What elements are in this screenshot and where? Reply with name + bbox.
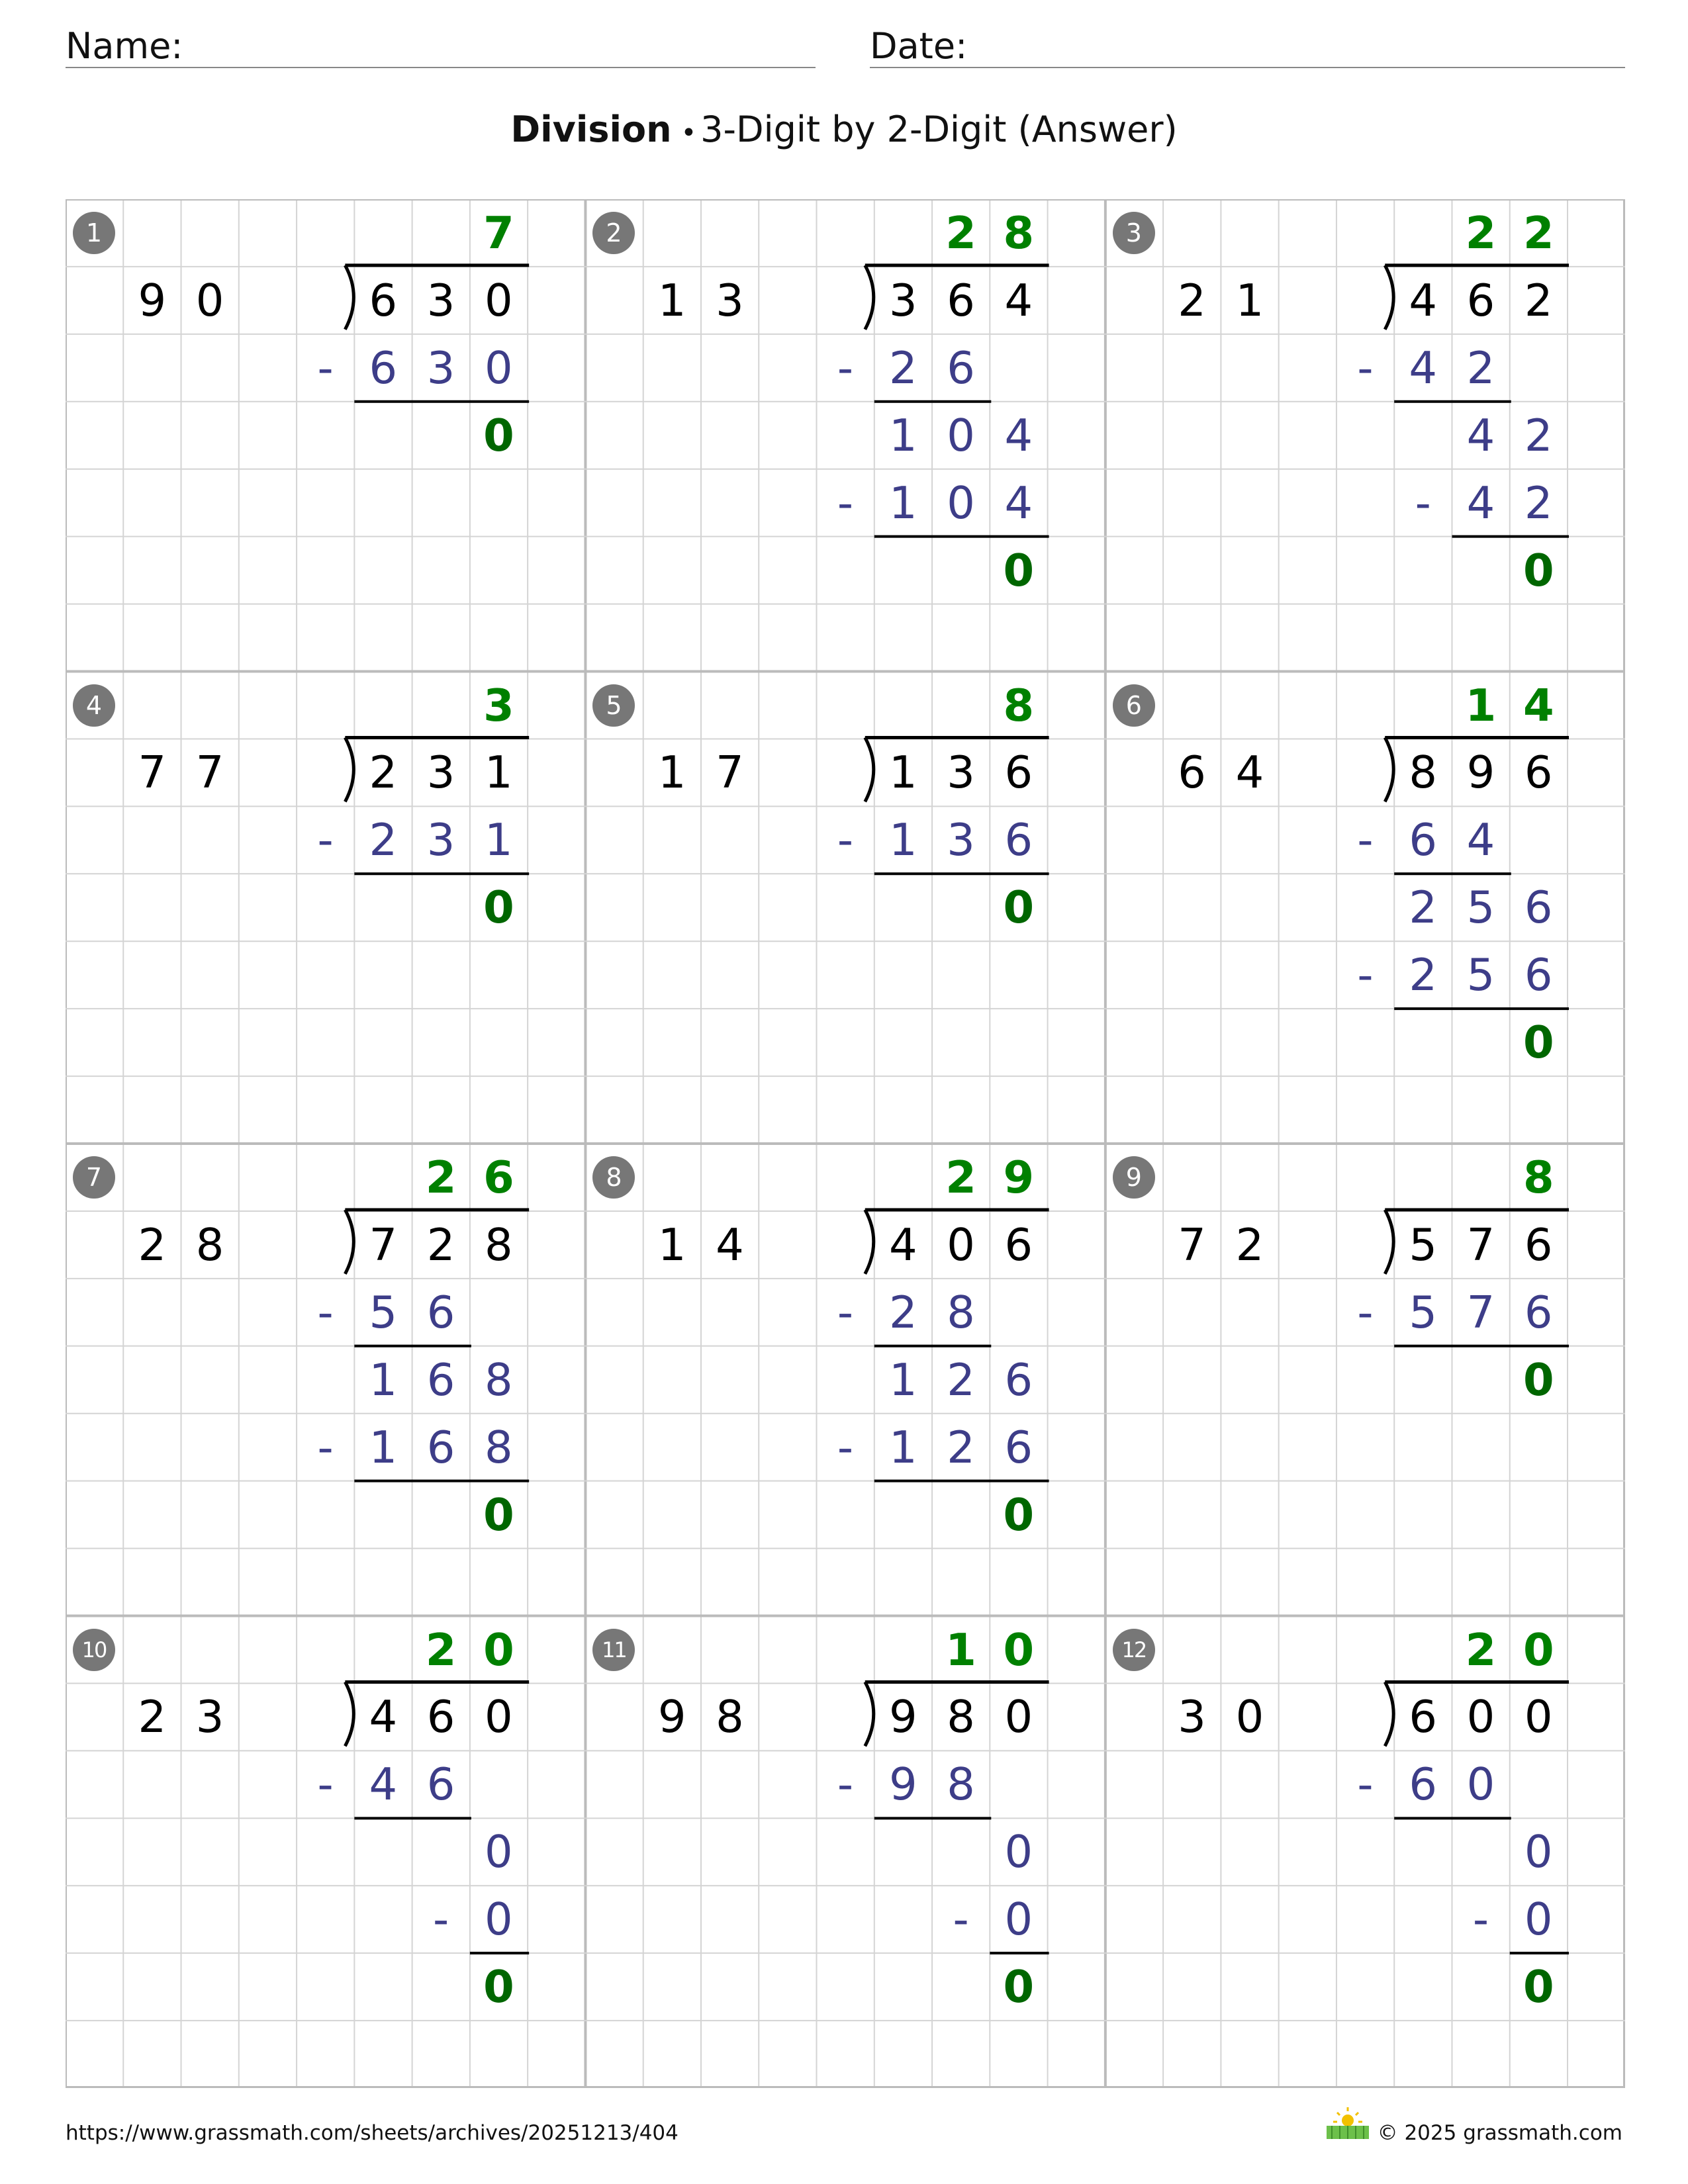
minus-sign: - xyxy=(837,814,854,866)
title-bullet: • xyxy=(680,118,697,148)
subtract-digit: 6 xyxy=(1524,1286,1553,1338)
partial-result-digit: 4 xyxy=(1466,409,1495,461)
dividend-digit: 0 xyxy=(1524,1691,1553,1743)
quotient-digit: 2 xyxy=(1465,1623,1497,1676)
dividend-digit: 3 xyxy=(426,747,455,799)
remainder-digit: 0 xyxy=(1003,1961,1035,2013)
problem-number-badge: 7 xyxy=(73,1156,115,1199)
subtract-digit: 1 xyxy=(485,814,513,866)
subtract-digit: 6 xyxy=(426,1758,455,1811)
subtract-digit: 1 xyxy=(888,814,917,866)
subtract-digit: 4 xyxy=(369,1758,398,1811)
divisor-digit: 1 xyxy=(1235,274,1264,326)
dividend-digit: 0 xyxy=(1466,1691,1495,1743)
divisor-digit: 1 xyxy=(657,747,686,799)
divisor-digit: 3 xyxy=(716,274,744,326)
dividend-digit: 6 xyxy=(1004,1218,1033,1271)
problem-number-badge: 11 xyxy=(592,1629,635,1671)
remainder-digit: 0 xyxy=(483,409,514,461)
dividend-digit: 7 xyxy=(369,1218,398,1271)
division-bracket xyxy=(865,1682,874,1746)
partial-result-digit: 0 xyxy=(485,1826,513,1878)
dividend-digit: 1 xyxy=(485,747,513,799)
subtract-digit: 6 xyxy=(1409,1758,1438,1811)
division-bracket xyxy=(345,1210,353,1274)
minus-sign: - xyxy=(1357,1286,1374,1338)
dividend-digit: 6 xyxy=(369,274,398,326)
subtract-digit: 3 xyxy=(947,814,975,866)
divisor-digit: 1 xyxy=(657,1218,686,1271)
subtract-digit: 6 xyxy=(426,1286,455,1338)
divisor-digit: 4 xyxy=(716,1218,744,1271)
quotient-digit: 2 xyxy=(1523,207,1554,259)
remainder-digit: 0 xyxy=(1003,1488,1035,1541)
subtract-digit: 5 xyxy=(1466,949,1495,1001)
dividend-digit: 5 xyxy=(1409,1218,1438,1271)
minus-sign: - xyxy=(433,1893,449,1946)
divisor-digit: 9 xyxy=(657,1691,686,1743)
quotient-digit: 0 xyxy=(1003,1623,1035,1676)
subtract-digit: 3 xyxy=(426,341,455,394)
divisor-digit: 8 xyxy=(716,1691,744,1743)
subtract-digit: 1 xyxy=(888,1421,917,1473)
partial-result-digit: 4 xyxy=(1004,409,1033,461)
divisor-digit: 7 xyxy=(1178,1218,1206,1271)
minus-sign: - xyxy=(317,1286,334,1338)
minus-sign: - xyxy=(317,341,334,394)
subtract-digit: 1 xyxy=(888,477,917,529)
dividend-digit: 6 xyxy=(1409,1691,1438,1743)
dividend-digit: 8 xyxy=(1409,747,1438,799)
footer-copyright: © 2025 grassmath.com xyxy=(1377,2121,1622,2145)
subtract-digit: 2 xyxy=(369,814,398,866)
title-subtitle: 3-Digit by 2-Digit (Answer) xyxy=(700,109,1178,150)
divisor-digit: 6 xyxy=(1178,747,1206,799)
date-label: Date: xyxy=(870,25,968,67)
divisor-digit: 0 xyxy=(1235,1691,1264,1743)
dividend-digit: 6 xyxy=(1524,1218,1553,1271)
worksheet-title xyxy=(0,103,1688,159)
divisor-digit: 7 xyxy=(138,747,167,799)
minus-sign: - xyxy=(317,1421,334,1473)
subtract-digit: 5 xyxy=(1409,1286,1438,1338)
dividend-digit: 2 xyxy=(369,747,398,799)
problem-number-badge: 9 xyxy=(1113,1156,1155,1199)
dividend-digit: 4 xyxy=(1409,274,1438,326)
subtract-digit: 0 xyxy=(947,477,975,529)
quotient-digit: 2 xyxy=(945,1152,976,1204)
partial-result-digit: 0 xyxy=(1004,1826,1033,1878)
problem-number-badge: 6 xyxy=(1113,684,1155,727)
divisor-digit: 7 xyxy=(716,747,744,799)
remainder-digit: 0 xyxy=(1523,1017,1554,1069)
minus-sign: - xyxy=(1415,477,1431,529)
quotient-digit: 2 xyxy=(425,1623,457,1676)
dividend-digit: 3 xyxy=(426,274,455,326)
minus-sign: - xyxy=(837,1286,854,1338)
grass-sun-logo-icon xyxy=(1325,2105,1370,2142)
subtract-digit: 0 xyxy=(485,1893,513,1946)
partial-result-digit: 6 xyxy=(1004,1353,1033,1406)
dividend-digit: 4 xyxy=(1004,274,1033,326)
division-bracket xyxy=(1385,1682,1393,1746)
subtract-digit: 6 xyxy=(947,341,975,394)
dividend-digit: 9 xyxy=(1466,747,1495,799)
remainder-digit: 0 xyxy=(1003,544,1035,596)
quotient-digit: 1 xyxy=(945,1623,976,1676)
dividend-digit: 6 xyxy=(1004,747,1033,799)
partial-result-digit: 2 xyxy=(947,1353,975,1406)
subtract-digit: 2 xyxy=(888,1286,917,1338)
problem-number-badge: 10 xyxy=(73,1629,115,1671)
subtract-digit: 6 xyxy=(1004,814,1033,866)
partial-result-digit: 2 xyxy=(1524,409,1553,461)
divisor-digit: 7 xyxy=(195,747,224,799)
dividend-digit: 1 xyxy=(888,747,917,799)
date-line xyxy=(870,67,1625,68)
subtract-digit: 4 xyxy=(1466,814,1495,866)
dividend-digit: 6 xyxy=(426,1691,455,1743)
partial-result-digit: 6 xyxy=(426,1353,455,1406)
minus-sign: - xyxy=(837,341,854,394)
partial-result-digit: 6 xyxy=(1524,882,1553,934)
division-bracket xyxy=(345,737,353,801)
problem-number-badge: 1 xyxy=(73,212,115,254)
subtract-digit: 8 xyxy=(947,1286,975,1338)
division-bracket xyxy=(345,265,353,330)
minus-sign: - xyxy=(1357,1758,1374,1811)
partial-result-digit: 0 xyxy=(1524,1826,1553,1878)
problem-grid xyxy=(66,199,1625,2088)
minus-sign: - xyxy=(837,1758,854,1811)
dividend-digit: 2 xyxy=(426,1218,455,1271)
divisor-digit: 2 xyxy=(138,1218,167,1271)
dividend-digit: 4 xyxy=(369,1691,398,1743)
subtract-digit: 2 xyxy=(1524,477,1553,529)
partial-result-digit: 5 xyxy=(1466,882,1495,934)
minus-sign: - xyxy=(1357,341,1374,394)
remainder-digit: 0 xyxy=(1523,544,1554,596)
division-bracket xyxy=(865,1210,874,1274)
dividend-digit: 4 xyxy=(888,1218,917,1271)
quotient-digit: 2 xyxy=(425,1152,457,1204)
dividend-digit: 2 xyxy=(1524,274,1553,326)
partial-result-digit: 8 xyxy=(485,1353,513,1406)
problem-number-badge: 2 xyxy=(592,212,635,254)
division-bracket xyxy=(1385,1210,1393,1274)
quotient-digit: 8 xyxy=(1003,207,1035,259)
subtract-digit: 0 xyxy=(1004,1893,1033,1946)
subtract-digit: 2 xyxy=(888,341,917,394)
divisor-digit: 4 xyxy=(1235,747,1264,799)
divisor-digit: 8 xyxy=(195,1218,224,1271)
dividend-digit: 0 xyxy=(485,274,513,326)
name-label: Name: xyxy=(66,25,183,67)
division-bracket xyxy=(1385,737,1393,801)
minus-sign: - xyxy=(317,814,334,866)
subtract-digit: 0 xyxy=(485,341,513,394)
problem-number-badge: 5 xyxy=(592,684,635,727)
quotient-digit: 8 xyxy=(1523,1152,1554,1204)
subtract-digit: 6 xyxy=(1524,949,1553,1001)
minus-sign: - xyxy=(837,1421,854,1473)
divisor-digit: 9 xyxy=(138,274,167,326)
quotient-digit: 8 xyxy=(1003,679,1035,731)
subtract-digit: 2 xyxy=(947,1421,975,1473)
subtract-digit: 8 xyxy=(485,1421,513,1473)
title-main: Division xyxy=(510,109,672,150)
problem-number-badge: 12 xyxy=(1113,1629,1155,1671)
quotient-digit: 3 xyxy=(483,679,514,731)
division-bracket xyxy=(865,737,874,801)
minus-sign: - xyxy=(1357,949,1374,1001)
remainder-digit: 0 xyxy=(483,1488,514,1541)
divisor-digit: 3 xyxy=(1178,1691,1206,1743)
dividend-digit: 8 xyxy=(947,1691,975,1743)
dividend-digit: 9 xyxy=(888,1691,917,1743)
divisor-digit: 2 xyxy=(138,1691,167,1743)
partial-result-digit: 1 xyxy=(369,1353,398,1406)
remainder-digit: 0 xyxy=(483,1961,514,2013)
quotient-digit: 4 xyxy=(1523,679,1554,731)
dividend-digit: 3 xyxy=(888,274,917,326)
quotient-digit: 1 xyxy=(1465,679,1497,731)
dividend-digit: 0 xyxy=(947,1218,975,1271)
remainder-digit: 0 xyxy=(1003,882,1035,934)
subtract-digit: 6 xyxy=(426,1421,455,1473)
partial-result-digit: 1 xyxy=(888,1353,917,1406)
subtract-digit: 9 xyxy=(888,1758,917,1811)
subtract-digit: 5 xyxy=(369,1286,398,1338)
partial-result-digit: 2 xyxy=(1409,882,1438,934)
minus-sign: - xyxy=(953,1893,969,1946)
division-bracket xyxy=(1385,265,1393,330)
dividend-digit: 0 xyxy=(485,1691,513,1743)
dividend-digit: 6 xyxy=(1524,747,1553,799)
remainder-digit: 0 xyxy=(1523,1353,1554,1406)
subtract-digit: 2 xyxy=(1409,949,1438,1001)
subtract-digit: 0 xyxy=(1524,1893,1553,1946)
partial-result-digit: 0 xyxy=(947,409,975,461)
quotient-digit: 6 xyxy=(483,1152,514,1204)
problem-number-badge: 3 xyxy=(1113,212,1155,254)
dividend-digit: 6 xyxy=(947,274,975,326)
dividend-digit: 7 xyxy=(1466,1218,1495,1271)
division-bracket xyxy=(865,265,874,330)
subtract-digit: 6 xyxy=(369,341,398,394)
name-line xyxy=(66,67,816,68)
remainder-digit: 0 xyxy=(483,882,514,934)
subtract-digit: 0 xyxy=(1466,1758,1495,1811)
divisor-digit: 2 xyxy=(1235,1218,1264,1271)
minus-sign: - xyxy=(1357,814,1374,866)
subtract-digit: 4 xyxy=(1409,341,1438,394)
quotient-digit: 9 xyxy=(1003,1152,1035,1204)
dividend-digit: 6 xyxy=(1466,274,1495,326)
problem-number-badge: 8 xyxy=(592,1156,635,1199)
minus-sign: - xyxy=(317,1758,334,1811)
dividend-digit: 0 xyxy=(1004,1691,1033,1743)
division-bracket xyxy=(345,1682,353,1746)
subtract-digit: 4 xyxy=(1004,477,1033,529)
divisor-digit: 0 xyxy=(195,274,224,326)
minus-sign: - xyxy=(837,477,854,529)
quotient-digit: 0 xyxy=(483,1623,514,1676)
dividend-digit: 3 xyxy=(947,747,975,799)
partial-result-digit: 1 xyxy=(888,409,917,461)
footer-url: https://www.grassmath.com/sheets/archives/20251213/404 xyxy=(66,2121,679,2145)
divisor-digit: 3 xyxy=(195,1691,224,1743)
subtract-digit: 4 xyxy=(1466,477,1495,529)
subtract-digit: 3 xyxy=(426,814,455,866)
dividend-digit: 8 xyxy=(485,1218,513,1271)
quotient-digit: 2 xyxy=(945,207,976,259)
subtract-digit: 1 xyxy=(369,1421,398,1473)
subtract-digit: 8 xyxy=(947,1758,975,1811)
divisor-digit: 1 xyxy=(657,274,686,326)
subtract-digit: 6 xyxy=(1409,814,1438,866)
quotient-digit: 0 xyxy=(1523,1623,1554,1676)
subtract-digit: 6 xyxy=(1004,1421,1033,1473)
divisor-digit: 2 xyxy=(1178,274,1206,326)
subtract-digit: 2 xyxy=(1466,341,1495,394)
subtract-digit: 7 xyxy=(1466,1286,1495,1338)
remainder-digit: 0 xyxy=(1523,1961,1554,2013)
minus-sign: - xyxy=(1472,1893,1489,1946)
problem-number-badge: 4 xyxy=(73,684,115,727)
quotient-digit: 2 xyxy=(1465,207,1497,259)
quotient-digit: 7 xyxy=(483,207,514,259)
